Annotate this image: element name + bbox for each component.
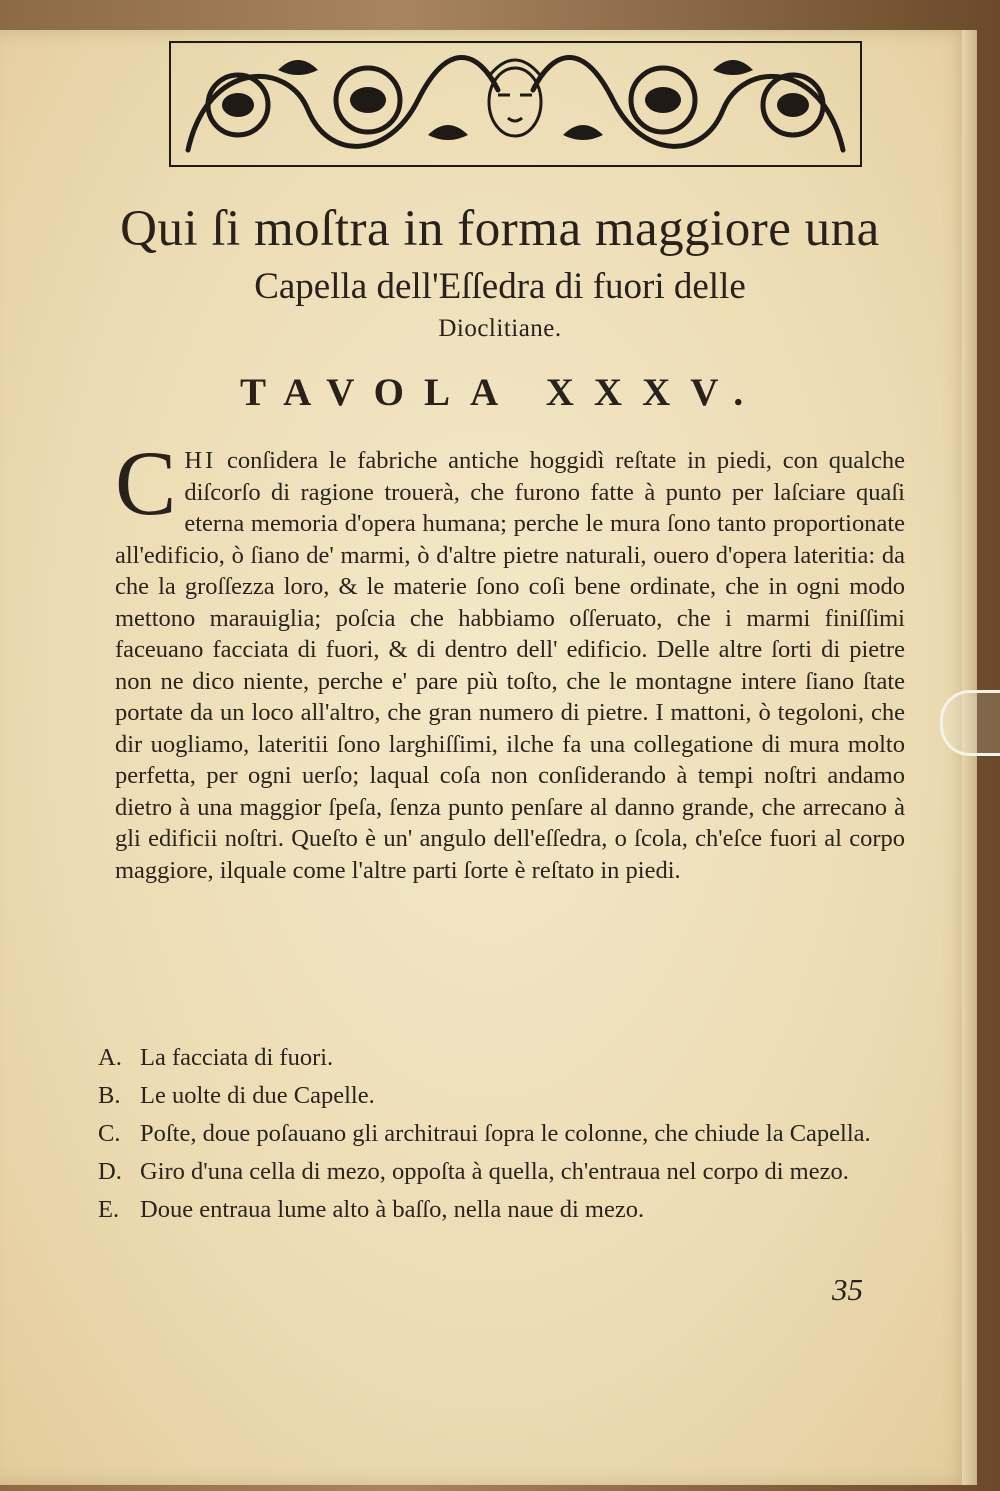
paragraph-text: conſidera le fabriche antiche hoggidì reſtate in piedi, con qualche diſcorſo di ragione trouerà, che furono fatte à punto per laſciare quaſi eterna memoria d'opera humana; perche le mura ſono tanto proportionate all'edificio, ò ſiano de' marmi, ò d'altre pietre naturali, ouero d'opera lateritia: da che la groſſezza loro, & le materie ſono coſi bene ordinate, che in ogni modo mettono marauiglia; poſcia che habbiamo oſſeruato, che i marmi finiſſimi faceuano facciata di fuori, & di dentro dell' edificio. Delle altre ſorti di pietre non ne dico niente, perche e' pare più toſto, che le montagne intere ſiano ſtate portate da un loco all'altro, che gran numero di pietre. I mattoni, ò tegoloni, che dir uogliamo, lateritii ſono larghiſſimi, ilche fa una collegatione di mura molto perfetta, per ogni uerſo; laqual coſa non conſiderando à tempi noſtri andamo dietro à una maggior ſpeſa, ſenza punto penſare al danno grande, che arrecano à gli edificii noſtri. Queſto è un' angulo dell'eſſedra, o ſcola, ch'eſce fuori al corpo maggiore, ilquale come l'altre parti ſorte è reſtato in piedi. <box>115 447 905 884</box>
lead-word: HI <box>184 447 217 474</box>
legend-item <box>98 1114 898 1150</box>
legend-list <box>98 1038 898 1228</box>
legend-item <box>98 1152 898 1188</box>
bookmark-tab <box>940 690 1000 756</box>
legend-text: Le uolte di due Capelle. <box>140 1082 375 1109</box>
legend-letter: A. <box>98 1044 122 1071</box>
page-title: Qui ſi moſtra in forma maggiore una <box>120 201 880 257</box>
legend-text: Doue entraua lume alto à baſſo, nella naue di mezo. <box>140 1196 645 1223</box>
legend-item <box>98 1038 898 1074</box>
legend-letter: D. <box>98 1158 122 1185</box>
body-paragraph <box>115 432 905 886</box>
plate-heading: TAVOLA XXXV. <box>240 371 764 414</box>
drop-cap: C <box>115 432 177 534</box>
legend-text: Giro d'una cella di mezo, oppoſta à quella, ch'entraua nel corpo di mezo. <box>140 1158 849 1185</box>
page-subtitle-2: Dioclitiane. <box>438 315 562 342</box>
legend-letter: C. <box>98 1120 121 1147</box>
legend-item <box>98 1190 898 1226</box>
legend-letter: B. <box>98 1082 121 1109</box>
legend-text: Poſte, doue poſauano gli architraui ſopra le colonne, che chiude la Capella. <box>140 1120 871 1147</box>
legend-item <box>98 1076 898 1112</box>
legend-letter: E. <box>98 1196 120 1223</box>
legend-text: La facciata di fuori. <box>140 1044 334 1071</box>
page-subtitle: Capella dell'Eſſedra di fuori delle <box>254 266 746 307</box>
foliage-mask-headpiece-icon <box>168 40 863 168</box>
page-number: 35 <box>832 1272 863 1307</box>
